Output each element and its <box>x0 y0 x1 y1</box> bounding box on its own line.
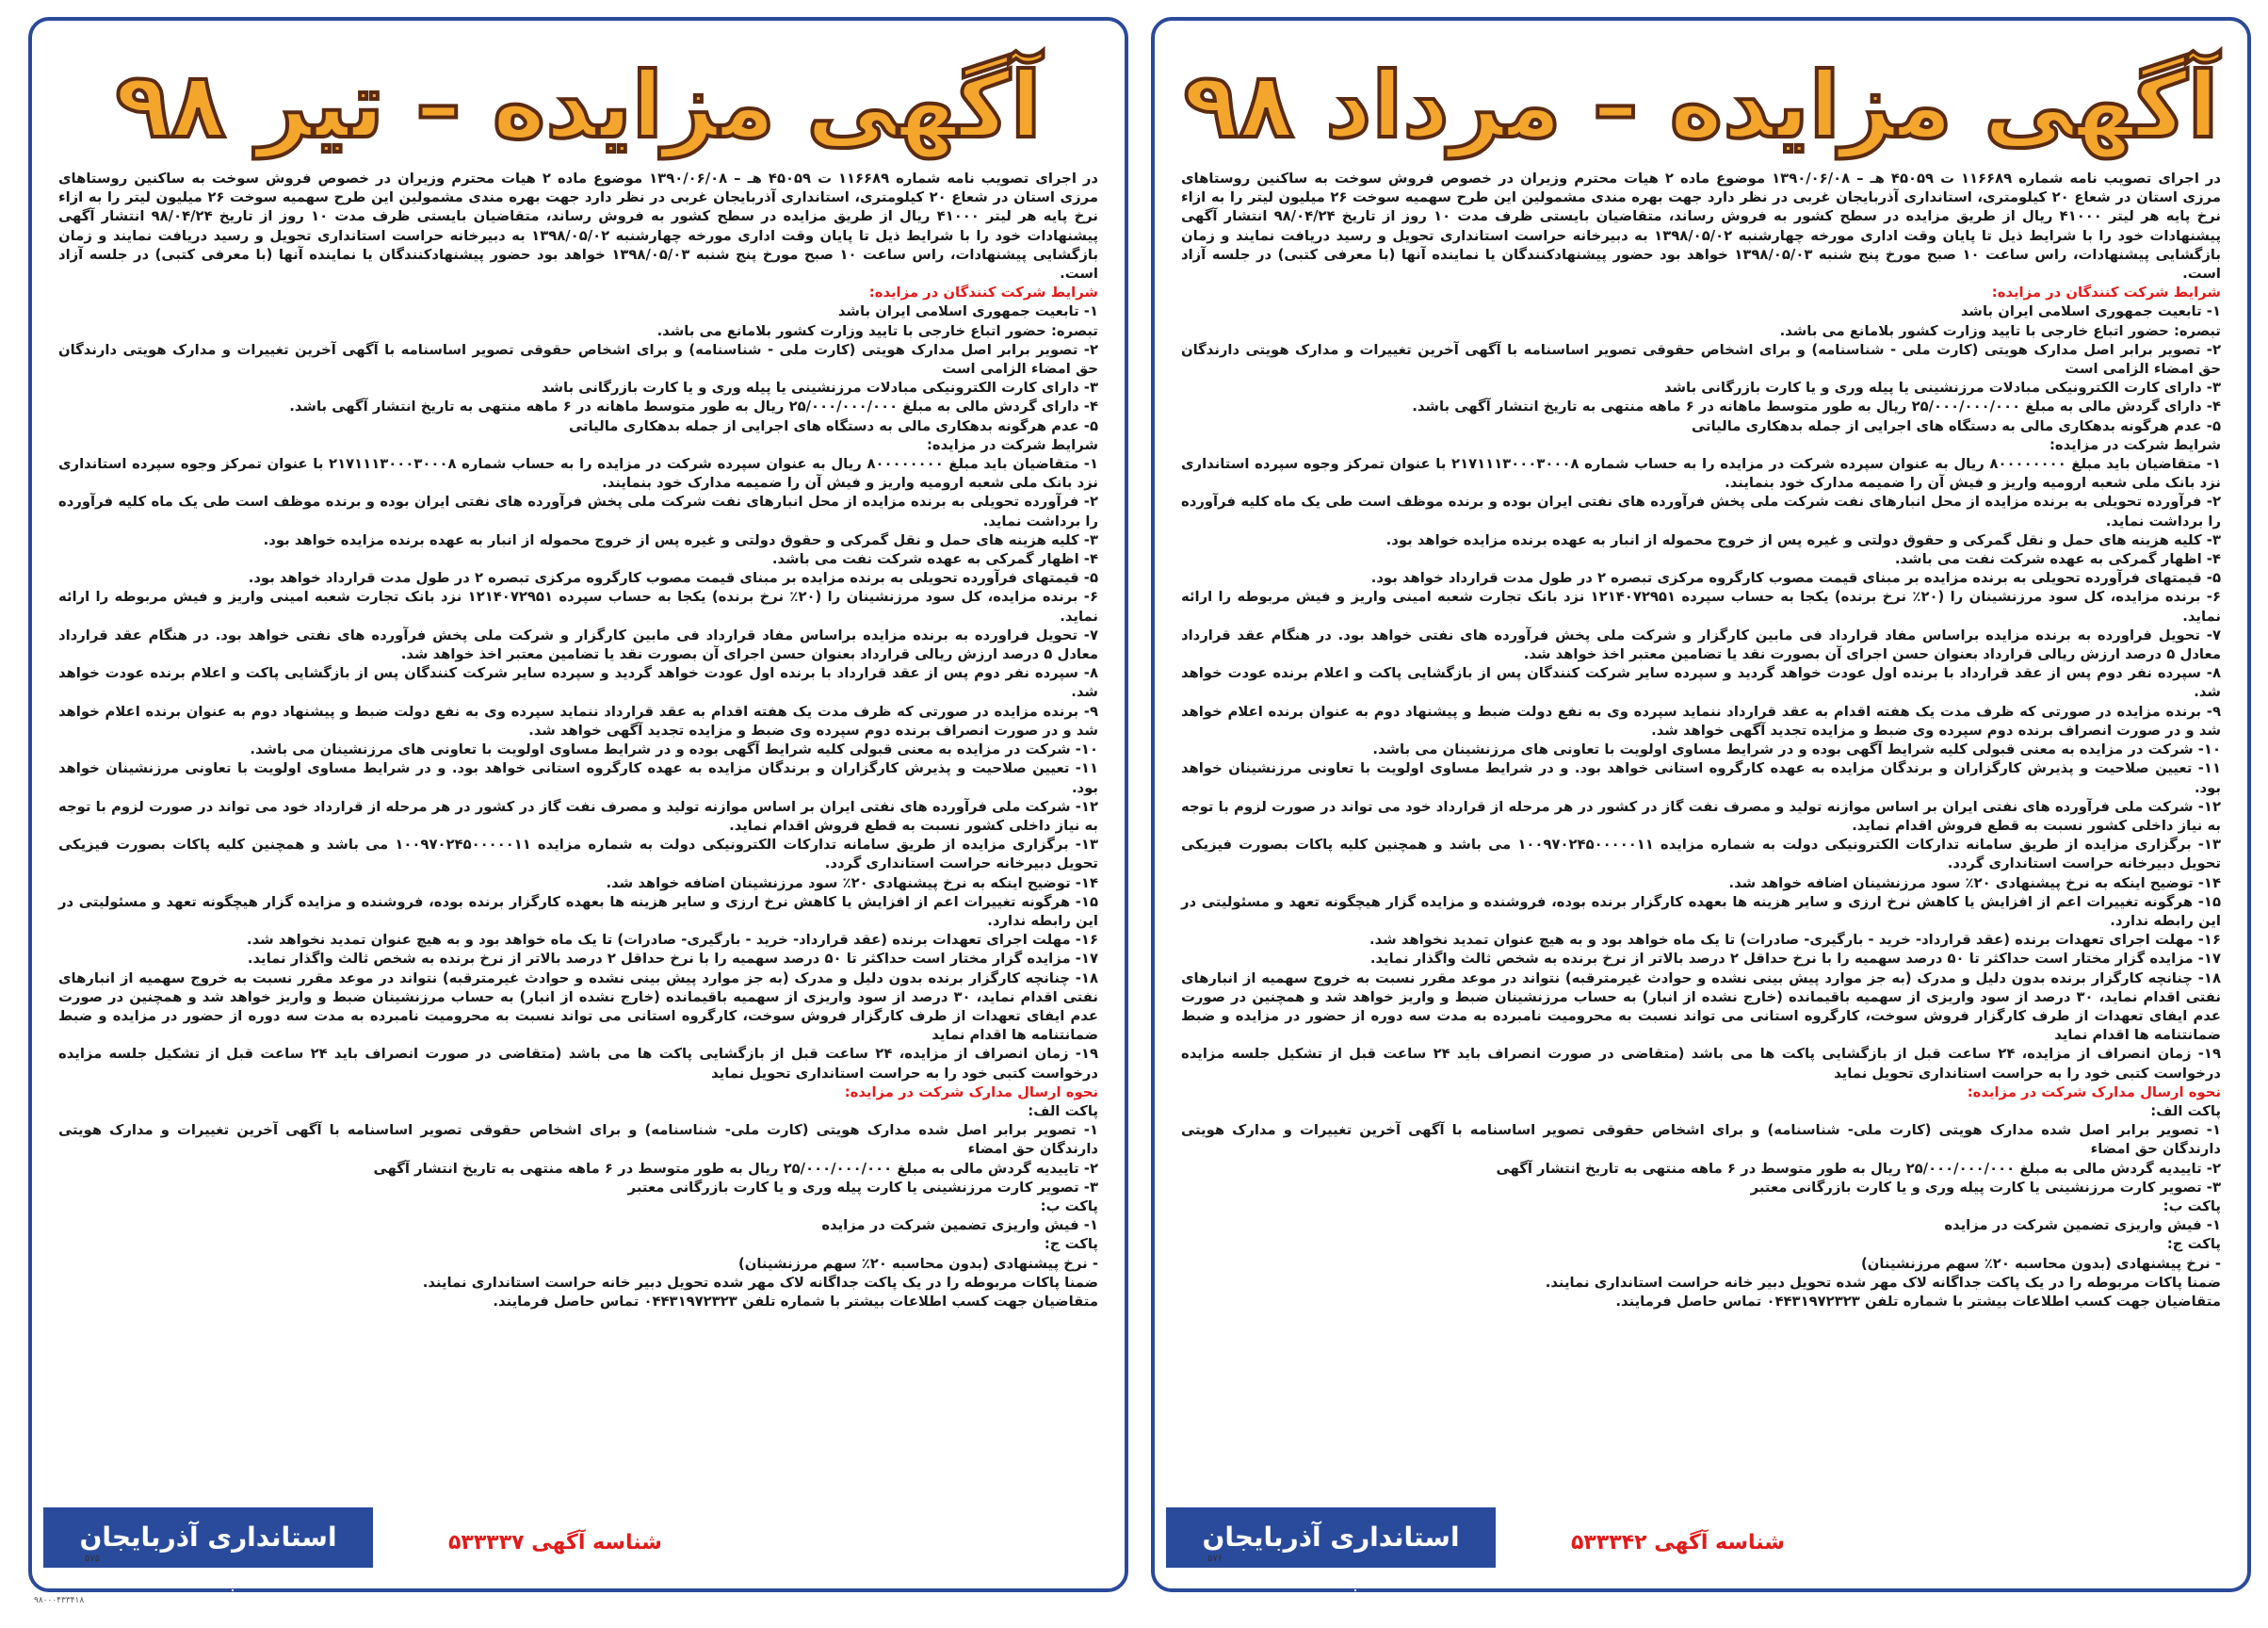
notice-item: ۲- تصویر برابر اصل مدارک هویتی (کارت ملی - شناسنامه) و برای اشخاص حقوقی تصویر اساسنامه با آگهی آخرین تغییرات و مدارک هویتی دارندگان حق امضاء الزامی است <box>58 341 1098 378</box>
notice-item: ۴- دارای گردش مالی به مبلغ ۲۵/۰۰۰/۰۰۰/۰۰۰ ریال به طور متوسط ماهانه در ۶ ماهه منتهی به تاریخ انتشار آگهی باشد. <box>289 399 1098 415</box>
notice-item: ۱۴- توضیح اینکه به نرخ پیشنهادی ۲۰٪ سود مرزنشینان اضافه خواهد شد. <box>606 874 1098 891</box>
notice-item: ۱۷- مزایده گزار مختار است حداکثر تا ۵۰ درصد سهمیه را با نرخ حداقل ۲ درصد بالاتر از نرخ برنده به شخص ثالث واگذار نماید. <box>1369 951 2221 968</box>
packet-label: پاکت ب: <box>2163 1197 2221 1214</box>
notice-item: ۱- متقاضیان باید مبلغ ۸۰۰۰۰۰۰۰۰ ریال به عنوان سپرده شرکت در مزایده را به حساب شماره ۲۱۷۱۱۱۳۰۰۰۳۰۰۰۸ با عنوان تمرکز وجوه سپرده استانداری نزد بانک ملی شعبه ارومیه واریز و فیش آن را ضمیمه مدارک خود بنمایند. <box>58 456 1098 492</box>
notice-item: ۱۲- شرکت ملی فرآورده های نفتی ایران بر اساس موازنه تولید و مصرف نفت گاز در کشور در هر مرحله از قرارداد خود می تواند در صورت لزوم با توجه به نیاز داخلی کشور نسبت به قطع فروش اقدام نماید. <box>58 798 1098 834</box>
section1-list <box>58 302 1098 435</box>
notice-item: ۸- سپرده نفر دوم پس از عقد قرارداد با برنده اول عودت خواهد گردید و سپرده سایر شرکت کنندگان پس از بازگشایی پاکت و اعلام برنده عودت خواهد شد. <box>1181 665 2221 701</box>
section-heading: شرایط شرکت کنندگان در مزایده: <box>1991 285 2221 301</box>
section-heading: شرایط شرکت کنندگان در مزایده: <box>868 285 1098 301</box>
notice-item: ۲- فرآورده تحویلی به برنده مزایده از محل انبارهای نفت شرکت ملی پخش فرآورده های نفتی ایران بوده و برنده موظف است طی یک ماه کلیه فرآورده را برداشت نماید. <box>58 494 1098 529</box>
notice-item: متقاضیان جهت کسب اطلاعات بیشتر با شماره تلفن ۰۴۴۳۱۹۷۲۳۲۳ تماس حاصل فرمایند. <box>493 1293 1098 1310</box>
notice-item: ۱- تابعیت جمهوری اسلامی ایران باشد <box>837 303 1098 320</box>
notice-item: ۴- اظهار گمرکی به عهده شرکت نفت می باشد. <box>1894 551 2221 568</box>
notice-item: ۲- تاییدیه گردش مالی به مبلغ ۲۵/۰۰۰/۰۰۰/۰۰۰ ریال به طور متوسط در ۶ ماهه منتهی به تاریخ انتشار آگهی <box>1496 1160 2221 1177</box>
notice-intro: در اجرای تصویب نامه شماره ۱۱۶۶۸۹ ت ۴۵۰۵۹ هـ – ۱۳۹۰/۰۶/۰۸ موضوع ماده ۲ هیات محترم وزیران در خصوص فروش سوخت به ساکنین روستاهای مرزی استان در شعاع ۲۰ کیلومتری، استانداری آذربایجان غربی در نظر دارد جهت بهره مندی مشمولین این طرح سهمیه سوخت ۲۶ میلیون لیتر را به ازاء نرخ پایه هر لیتر ۴۱۰۰۰ ریال از طریق مزایده در سطح کشور به فروش رساند، متقاضیان بایستی ظرف مدت ۱۰ روز از تاریخ ۹۸/۰۴/۲۴ انتشار آگهی پیشنهادات خود را با شرایط ذیل تا پایان وقت اداری مورخه چهارشنبه ۱۳۹۸/۰۵/۰۲ به دبیرخانه حراست استانداری تحویل و رسید دریافت نمایند و زمان بازگشایی پیشنهادات، راس ساعت ۱۰ صبح مورخ پنج شنبه ۱۳۹۸/۰۵/۰۳ خواهد بود حضور پیشنهادکنندگان یا نماینده آنها (با معرفی کتبی) در جلسه آزاد است. <box>58 171 1098 283</box>
section-heading: شرایط شرکت در مزایده: <box>926 436 1098 453</box>
notice-item: ضمنا پاکات مربوطه را در یک پاکت جداگانه لاک مهر شده تحویل دبیر خانه حراست استانداری نمایند. <box>422 1274 1098 1291</box>
packet-label: پاکت الف: <box>2150 1102 2221 1119</box>
notice-item: ۷- تحویل فراورده به برنده مزایده براساس مفاد قرارداد فی مابین کارگزار و شرکت ملی پخش فرآورده های نفتی خواهد بود. در هنگام عقد قرارداد معادل ۵ درصد ارزش ریالی قرارداد بعنوان حسن اجرای آن بصورت نقد یا تضامین معتبر اخذ خواهد شد. <box>58 627 1098 663</box>
notice-item: ۵- قیمتهای فرآورده تحویلی به برنده مزایده بر مبنای قیمت مصوب کارگروه مرکزی تبصره ۲ در طول مدت قرارداد خواهد بود. <box>248 570 1098 587</box>
notice-item: ۱- فیش واریزی تضمین شرکت در مزایده <box>821 1217 1098 1234</box>
packet-label: پاکت الف: <box>1028 1102 1098 1119</box>
notice-item: ضمنا پاکات مربوطه را در یک پاکت جداگانه لاک مهر شده تحویل دبیر خانه حراست استانداری نمایند. <box>1545 1274 2221 1291</box>
notice-item: ۳- تصویر کارت مرزنشینی یا کارت پیله وری و یا کارت بازرگانی معتبر <box>1750 1179 2221 1196</box>
notice-intro: در اجرای تصویب نامه شماره ۱۱۶۶۸۹ ت ۴۵۰۵۹ هـ – ۱۳۹۰/۰۶/۰۸ موضوع ماده ۲ هیات محترم وزیران در خصوص فروش سوخت به ساکنین روستاهای مرزی استان در شعاع ۲۰ کیلومتری، استانداری آذربایجان غربی در نظر دارد جهت بهره مندی مشمولین این طرح سهمیه سوخت ۲۶ میلیون لیتر را به ازاء نرخ پایه هر لیتر ۴۱۰۰۰ ریال از طریق مزایده در سطح کشور به فروش رساند، متقاضیان بایستی ظرف مدت ۱۰ روز از تاریخ ۹۸/۰۴/۲۴ انتشار آگهی پیشنهادات خود را با شرایط ذیل تا پایان وقت اداری مورخه چهارشنبه ۱۳۹۸/۰۵/۰۲ به دبیرخانه حراست استانداری تحویل و رسید دریافت نمایند و زمان بازگشایی پیشنهادات، راس ساعت ۱۰ صبح مورخ پنج شنبه ۱۳۹۸/۰۵/۰۳ خواهد بود حضور پیشنهادکنندگان یا نماینده آنها (با معرفی کتبی) در جلسه آزاد است. <box>1181 171 2221 283</box>
notice-item: ۱۱- تعیین صلاحیت و پذیرش کارگزاران و برندگان مزایده به عهده کارگروه استانی خواهد بود. و در شرایط مساوی اولویت با تعاونی مرزنشینان خواهد بود. <box>58 760 1098 796</box>
notice-item: ۱- تابعیت جمهوری اسلامی ایران باشد <box>1960 303 2221 320</box>
notice-item: ۱۱- تعیین صلاحیت و پذیرش کارگزاران و برندگان مزایده به عهده کارگروه استانی خواهد بود. و در شرایط مساوی اولویت با تعاونی مرزنشینان خواهد بود. <box>1181 760 2221 796</box>
notice-item: ۵- عدم هرگونه بدهکاری مالی به دستگاه های اجرایی از جمله بدهکاری مالیاتی <box>569 417 1098 434</box>
notice-item: ۱۲- شرکت ملی فرآورده های نفتی ایران بر اساس موازنه تولید و مصرف نفت گاز در کشور در هر مرحله از قرارداد خود می تواند در صورت لزوم با توجه به نیاز داخلی کشور نسبت به قطع فروش اقدام نماید. <box>1181 798 2221 834</box>
notice-item: ۷- تحویل فراورده به برنده مزایده براساس مفاد قرارداد فی مابین کارگزار و شرکت ملی پخش فرآورده های نفتی خواهد بود. در هنگام عقد قرارداد معادل ۵ درصد ارزش ریالی قرارداد بعنوان حسن اجرای آن بصورت نقد یا تضامین معتبر اخذ خواهد شد. <box>1181 627 2221 663</box>
notice-item: - نرخ پیشنهادی (بدون محاسبه ۲۰٪ سهم مرزنشینان) <box>1860 1255 2221 1272</box>
notice-item: ۱۵- هرگونه تغییرات اعم از افزایش یا کاهش نرخ ارزی و سایر هزینه ها بعهده کارگزار برنده بوده، فروشنده و مزایده گزار هیچگونه تعهد و مسئولیتی در این رابطه ندارد. <box>1181 893 2221 929</box>
notice-item: ۶- برنده مزایده، کل سود مرزنشینان را (۲۰٪ نرخ برنده) یکجا به حساب سپرده ۱۲۱۴۰۷۲۹۵۱ نزد بانک تجارت شعبه امینی واریز و فیش مربوطه را ارائه نماید. <box>1181 589 2221 625</box>
notice-item: ۳- تصویر کارت مرزنشینی یا کارت پیله وری و یا کارت بازرگانی معتبر <box>627 1179 1098 1196</box>
notice-item: ۵- قیمتهای فرآورده تحویلی به برنده مزایده بر مبنای قیمت مصوب کارگروه مرکزی تبصره ۲ در طول مدت قرارداد خواهد بود. <box>1370 570 2221 587</box>
notice-item: ۱۶- مهلت اجرای تعهدات برنده (عقد قرارداد- خرید - بارگیری- صادرات) تا یک ماه خواهد بود و به هیچ عنوان تمدید نخواهد شد. <box>1369 932 2221 949</box>
notice-item: ۶- برنده مزایده، کل سود مرزنشینان را (۲۰٪ نرخ برنده) یکجا به حساب سپرده ۱۲۱۴۰۷۲۹۵۱ نزد بانک تجارت شعبه امینی واریز و فیش مربوطه را ارائه نماید. <box>58 589 1098 625</box>
ad-code: شناسه آگهی ۵۳۳۳۴۲ <box>1571 1531 1785 1555</box>
closing-list <box>58 1274 1098 1311</box>
packet-b-list <box>1181 1216 2221 1235</box>
packet-a-list <box>1181 1121 2221 1197</box>
auction-notice-mordad <box>1151 17 2251 1613</box>
notice-item: ۱- فیش واریزی تضمین شرکت در مزایده <box>1944 1217 2221 1234</box>
notice-item: ۳- کلیه هزینه های حمل و نقل گمرکی و حقوق دولتی و غیره پس از خروج محموله از انبار به عهده برنده مزایده خواهد بود. <box>263 531 1098 548</box>
section-heading: نحوه ارسال مدارک شرکت در مزایده: <box>1967 1083 2221 1100</box>
notice-item: ۱۷- مزایده گزار مختار است حداکثر تا ۵۰ درصد سهمیه را با نرخ حداقل ۲ درصد بالاتر از نرخ برنده به شخص ثالث واگذار نماید. <box>247 951 1098 968</box>
packet-b-list <box>58 1216 1098 1235</box>
notice-item: ۱۰- شرکت در مزایده به معنی قبولی کلیه شرایط آگهی بوده و در شرایط مساوی اولویت با تعاونی های مرزنشینان می باشد. <box>250 741 1098 758</box>
notice-item: ۱۸- چنانچه کارگزار برنده بدون دلیل و مدرک (به جز موارد پیش بینی نشده و حوادث غیرمترقبه) نتواند در موعد مقرر نسبت به خروج سهمیه از انبارهای نفتی اقدام نماید، ۳۰ درصد از سود واریزی از سهمیه باقیمانده (خارج نشده از انبار) به حساب مرزنشینان ضبط و واریز خواهد شد و همچنین در صورت عدم ایفای تعهدات از طرف کارگزار فروش سوخت، کارگروه استانی می تواند نسبت به محرومیت نامبرده به مدت سه دوره از حضور در مزایده و ضبط ضمانتنامه ها اقدام نماید <box>58 969 1098 1044</box>
section2-list <box>1181 455 2221 1083</box>
notice-item: ۹- برنده مزایده در صورتی که ظرف مدت یک هفته اقدام به عقد قرارداد ننماید سپرده وی به نفع دولت ضبط و پیشنهاد دوم به عنوان برنده اعلام خواهد شد و در صورت انصراف برنده دوم سپرده وی ضبط و مزایده تجدید آگهی خواهد شد. <box>1181 703 2221 739</box>
page-number: ۵۷۶ <box>1207 1554 1223 1564</box>
notice-item: ۲- تاییدیه گردش مالی به مبلغ ۲۵/۰۰۰/۰۰۰/۰۰۰ ریال به طور متوسط در ۶ ماهه منتهی به تاریخ انتشار آگهی <box>373 1160 1098 1177</box>
notice-item: ۹- برنده مزایده در صورتی که ظرف مدت یک هفته اقدام به عقد قرارداد ننماید سپرده وی به نفع دولت ضبط و پیشنهاد دوم به عنوان برنده اعلام خواهد شد و در صورت انصراف برنده دوم سپرده وی ضبط و مزایده تجدید آگهی خواهد شد. <box>58 703 1098 739</box>
section-heading: شرایط شرکت در مزایده: <box>2049 436 2221 453</box>
notice-item: تبصره: حضور اتباع خارجی با تایید وزارت کشور بلامانع می باشد. <box>656 322 1098 339</box>
page-number: ۵۷۵ <box>85 1554 101 1564</box>
notice-item: ۸- سپرده نفر دوم پس از عقد قرارداد با برنده اول عودت خواهد گردید و سپرده سایر شرکت کنندگان پس از بازگشایی پاکت و اعلام برنده عودت خواهد شد. <box>58 665 1098 701</box>
notice-item: ۱۰- شرکت در مزایده به معنی قبولی کلیه شرایط آگهی بوده و در شرایط مساوی اولویت با تعاونی های مرزنشینان می باشد. <box>1372 741 2221 758</box>
notice-item: ۱- تصویر برابر اصل شده مدارک هویتی (کارت ملی- شناسنامه) و برای اشخاص حقوقی تصویر اساسنامه با آگهی آخرین تغییرات و مدارک هویتی دارندگان حق امضاء <box>1181 1122 2221 1158</box>
notice-item: ۱۸- چنانچه کارگزار برنده بدون دلیل و مدرک (به جز موارد پیش بینی نشده و حوادث غیرمترقبه) نتواند در موعد مقرر نسبت به خروج سهمیه از انبارهای نفتی اقدام نماید، ۳۰ درصد از سود واریزی از سهمیه باقیمانده (خارج نشده از انبار) به حساب مرزنشینان ضبط و واریز خواهد شد و همچنین در صورت عدم ایفای تعهدات از طرف کارگزار فروش سوخت، کارگروه استانی می تواند نسبت به محرومیت نامبرده به مدت سه دوره از حضور در مزایده و ضبط ضمانتنامه ها اقدام نماید <box>1181 969 2221 1044</box>
notice-item: ۱۹- زمان انصراف از مزایده، ۲۴ ساعت قبل از بازگشایی پاکت ها می باشد (متقاضی در صورت انصراف باید ۲۴ ساعت قبل از تشکیل جلسه مزایده درخواست کتبی خود را به حراست استانداری تحویل نماید <box>58 1046 1098 1082</box>
notice-item: ۴- اظهار گمرکی به عهده شرکت نفت می باشد. <box>771 551 1098 568</box>
closing-list <box>1181 1274 2221 1311</box>
packet-a-list <box>58 1121 1098 1197</box>
notice-item: تبصره: حضور اتباع خارجی با تایید وزارت کشور بلامانع می باشد. <box>1779 322 2221 339</box>
notice-item: ۴- دارای گردش مالی به مبلغ ۲۵/۰۰۰/۰۰۰/۰۰۰ ریال به طور متوسط ماهانه در ۶ ماهه منتهی به تاریخ انتشار آگهی باشد. <box>1412 399 2221 415</box>
section1-list <box>1181 302 2221 435</box>
notice-item: ۲- فرآورده تحویلی به برنده مزایده از محل انبارهای نفت شرکت ملی پخش فرآورده های نفتی ایران بوده و برنده موظف است طی یک ماه کلیه فرآورده را برداشت نماید. <box>1181 494 2221 529</box>
notice-item: ۱۳- برگزاری مزایده از طریق سامانه تدارکات الکترونیکی دولت به شماره مزایده ۱۰۰۹۷۰۲۴۵۰۰۰۰۰۱۱ می باشد و همچنین کلیه پاکات بصورت فیزیکی تحویل دبیرخانه حراست استانداری گردد. <box>58 837 1098 872</box>
archive-stamp: ۹۸۰۰۰۴۳۳۴۱۸ <box>34 1596 85 1605</box>
notice-item: ۳- دارای کارت الکترونیکی مبادلات مرزنشینی یا پیله وری و یا کارت بازرگانی باشد <box>1663 380 2221 397</box>
notice-item: ۱۶- مهلت اجرای تعهدات برنده (عقد قرارداد- خرید - بارگیری- صادرات) تا یک ماه خواهد بود و به هیچ عنوان تمدید نخواهد شد. <box>247 932 1098 949</box>
notice-item: ۲- تصویر برابر اصل مدارک هویتی (کارت ملی - شناسنامه) و برای اشخاص حقوقی تصویر اساسنامه با آگهی آخرین تغییرات و مدارک هویتی دارندگان حق امضاء الزامی است <box>1181 341 2221 378</box>
notice-title: آگهی مزایده – مرداد ۹۸ <box>1183 53 2219 158</box>
notice-item: ۵- عدم هرگونه بدهکاری مالی به دستگاه های اجرایی از جمله بدهکاری مالیاتی <box>1692 417 2221 434</box>
notice-item: ۱- متقاضیان باید مبلغ ۸۰۰۰۰۰۰۰۰ ریال به عنوان سپرده شرکت در مزایده را به حساب شماره ۲۱۷۱۱۱۳۰۰۰۳۰۰۰۸ با عنوان تمرکز وجوه سپرده استانداری نزد بانک ملی شعبه ارومیه واریز و فیش آن را ضمیمه مدارک خود بنمایند. <box>1181 456 2221 492</box>
notice-title: آگهی مزایده – تیر ۹۸ <box>115 53 1042 158</box>
packet-label: پاکت ب: <box>1040 1197 1098 1214</box>
notice-item: ۱- تصویر برابر اصل شده مدارک هویتی (کارت ملی- شناسنامه) و برای اشخاص حقوقی تصویر اساسنامه با آگهی آخرین تغییرات و مدارک هویتی دارندگان حق امضاء <box>58 1122 1098 1158</box>
notice-footer <box>1166 1498 2236 1613</box>
notice-item: ۳- کلیه هزینه های حمل و نقل گمرکی و حقوق دولتی و غیره پس از خروج محموله از انبار به عهده برنده مزایده خواهد بود. <box>1385 531 2221 548</box>
notice-item: ۱۵- هرگونه تغییرات اعم از افزایش یا کاهش نرخ ارزی و سایر هزینه ها بعهده کارگزار برنده بوده، فروشنده و مزایده گزار هیچگونه تعهد و مسئولیتی در این رابطه ندارد. <box>58 893 1098 929</box>
notice-body <box>58 170 1098 1311</box>
notice-item: ۱۹- زمان انصراف از مزایده، ۲۴ ساعت قبل از بازگشایی پاکت ها می باشد (متقاضی در صورت انصراف باید ۲۴ ساعت قبل از تشکیل جلسه مزایده درخواست کتبی خود را به حراست استانداری تحویل نماید <box>1181 1046 2221 1082</box>
section2-list <box>58 455 1098 1083</box>
packet-c-list <box>58 1255 1098 1274</box>
notice-item: - نرخ پیشنهادی (بدون محاسبه ۲۰٪ سهم مرزنشینان) <box>737 1255 1098 1272</box>
notice-body <box>1181 170 2221 1311</box>
packet-c-list <box>1181 1255 2221 1274</box>
ad-code: شناسه آگهی ۵۳۳۳۳۷ <box>448 1531 662 1555</box>
organization-banner: استانداری آذربایجان غربی <box>1166 1507 1496 1568</box>
organization-banner: استانداری آذربایجان غربی <box>43 1507 373 1568</box>
notice-item: متقاضیان جهت کسب اطلاعات بیشتر با شماره تلفن ۰۴۴۳۱۹۷۲۳۲۳ تماس حاصل فرمایند. <box>1615 1293 2221 1310</box>
notice-item: ۱۳- برگزاری مزایده از طریق سامانه تدارکات الکترونیکی دولت به شماره مزایده ۱۰۰۹۷۰۲۴۵۰۰۰۰۰۱۱ می باشد و همچنین کلیه پاکات بصورت فیزیکی تحویل دبیرخانه حراست استانداری گردد. <box>1181 837 2221 872</box>
packet-label: پاکت ج: <box>1044 1236 1098 1253</box>
notice-item: ۱۴- توضیح اینکه به نرخ پیشنهادی ۲۰٪ سود مرزنشینان اضافه خواهد شد. <box>1728 874 2221 891</box>
section-heading: نحوه ارسال مدارک شرکت در مزایده: <box>844 1083 1098 1100</box>
packet-label: پاکت ج: <box>2166 1236 2221 1253</box>
notice-item: ۳- دارای کارت الکترونیکی مبادلات مرزنشینی یا پیله وری و یا کارت بازرگانی باشد <box>541 380 1098 397</box>
